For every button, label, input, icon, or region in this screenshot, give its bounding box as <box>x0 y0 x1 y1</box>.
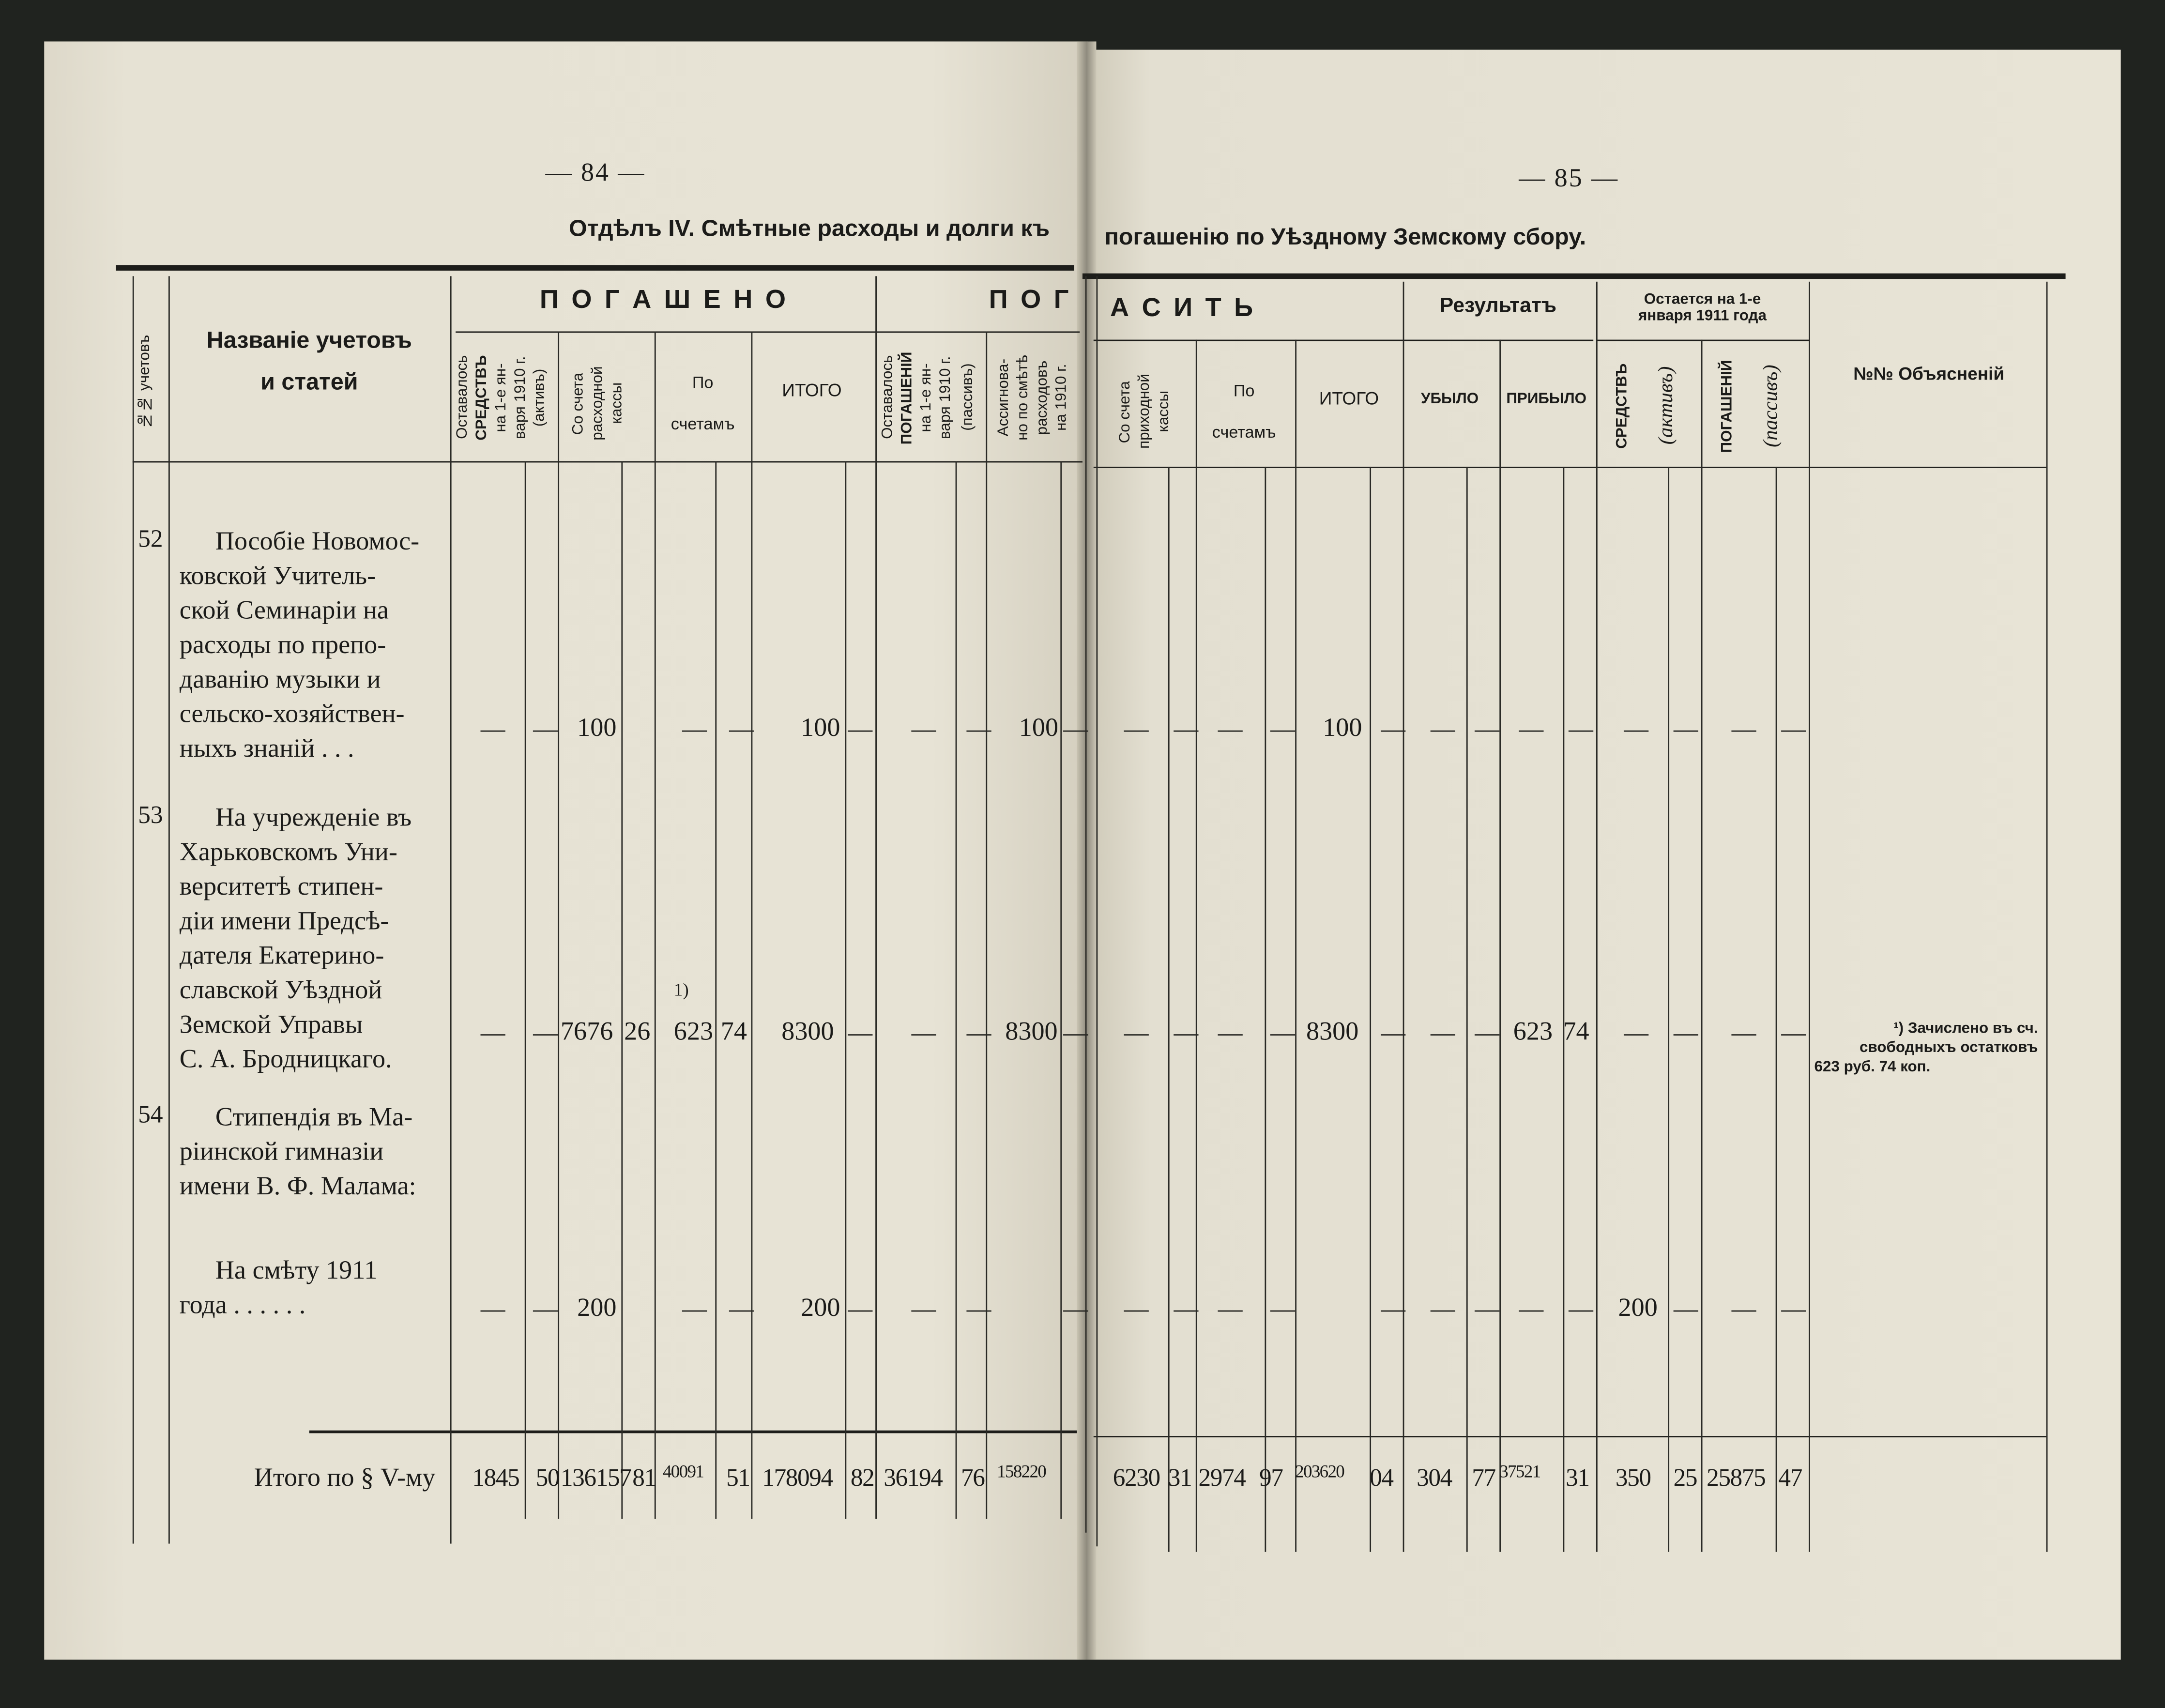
footnote-l1: ¹) Зачислено въ сч. <box>1893 1020 2038 1037</box>
empty-dash <box>1174 1311 1198 1312</box>
total-rule-left <box>309 1431 1077 1434</box>
column-rule <box>875 276 877 1519</box>
column-rule <box>168 276 170 1543</box>
empty-dash <box>1519 731 1543 732</box>
empty-dash <box>1218 1034 1242 1036</box>
row-description-line: ріинской гимназіи <box>179 1138 384 1167</box>
total-value: 31 <box>1566 1464 1589 1492</box>
empty-dash <box>1063 731 1088 732</box>
pribylo-header: ПРИБЫЛО <box>1506 391 1587 408</box>
empty-dash <box>1674 731 1698 732</box>
right-page <box>1088 50 2120 1660</box>
empty-dash <box>1731 1311 1756 1312</box>
empty-dash <box>1381 1034 1405 1036</box>
column-rule <box>558 331 560 1519</box>
so-scheta-prikh-header-line: приходной <box>1136 374 1153 449</box>
pribylo-value: 623 <box>1513 1017 1553 1047</box>
itogo-value: 100 <box>801 714 840 743</box>
column-rule <box>1060 461 1062 1519</box>
rezultat-header: Результатъ <box>1439 294 1557 318</box>
total-value: 50 <box>535 1464 560 1492</box>
column-rule <box>1596 282 1598 1552</box>
empty-dash <box>1174 731 1198 732</box>
column-rule <box>751 331 753 1519</box>
row-description-line: На смѣту 1911 <box>215 1256 378 1286</box>
empty-dash <box>533 1034 558 1036</box>
row-description <box>180 1254 436 1323</box>
so-scheta-raskh-header-line: расходной <box>589 366 607 441</box>
po-schetam-r-l1: По <box>1233 381 1255 401</box>
column-rule <box>1265 467 1266 1552</box>
empty-dash <box>1624 1034 1648 1036</box>
row-number: 54 <box>138 1100 163 1128</box>
empty-dash <box>1063 1311 1088 1312</box>
ostavalos-pogash-header-line: (пассивъ) <box>960 364 976 432</box>
column-rule <box>1096 276 1098 1546</box>
col-name-line2: и статей <box>260 368 358 395</box>
row-description-line: года . . . . . . <box>179 1291 306 1320</box>
total-value: 97 <box>1259 1464 1283 1492</box>
column-rule <box>1196 340 1198 1552</box>
empty-dash <box>682 731 707 732</box>
row-description-line: На учрежденіе въ <box>215 803 412 833</box>
total-value: 40091 <box>662 1461 704 1482</box>
empty-dash <box>1781 731 1806 732</box>
column-rule <box>1403 282 1405 1552</box>
row-description-line: расходы по препо- <box>179 631 386 660</box>
empty-dash <box>1218 1311 1242 1312</box>
total-value: 2974 <box>1198 1464 1246 1492</box>
empty-dash <box>729 1311 754 1312</box>
so-scheta-prikh-header-line: кассы <box>1156 391 1173 432</box>
so-scheta-value: 100 <box>577 714 617 743</box>
so-scheta-kop: 26 <box>624 1017 651 1047</box>
po-schetam-r-header <box>1196 370 1293 453</box>
column-rule <box>715 461 717 1519</box>
passiv-header: (пассивъ) <box>1760 365 1783 447</box>
empty-dash <box>1569 1311 1593 1312</box>
total-value: 82 <box>850 1464 874 1492</box>
group-rule-right <box>1094 340 1593 342</box>
itogo-r-header: ИТОГО <box>1319 388 1379 409</box>
pribylo-kop: 74 <box>1563 1017 1589 1047</box>
row-number: 52 <box>138 524 163 552</box>
footnote <box>1814 1019 2038 1077</box>
empty-dash <box>848 1034 872 1036</box>
itogo-r-value: 8300 <box>1306 1017 1359 1047</box>
row-description-line: верситетѣ стипен- <box>179 872 383 902</box>
row-description-line: Земской Управы <box>179 1010 363 1040</box>
total-value: 350 <box>1615 1464 1651 1492</box>
row-description <box>180 801 436 1077</box>
total-value: 203620 <box>1295 1461 1344 1482</box>
empty-dash <box>1475 1311 1499 1312</box>
right-page-number: — 85 — <box>1519 164 1619 194</box>
empty-dash <box>1624 731 1648 732</box>
right-header: погашенію по Уѣздному Земскому сбору. <box>1104 224 1586 250</box>
col-num-header: №№ учетовъ <box>137 334 153 428</box>
pog-group-left: П О Г <box>989 286 1072 315</box>
total-value: 77 <box>1472 1464 1495 1492</box>
column-rule <box>1668 467 1670 1552</box>
po-schetam-header <box>657 362 748 444</box>
column-rule <box>956 461 958 1519</box>
row-description-line: дателя Екатерино- <box>179 942 384 971</box>
ostavalos-sredstv-header-line: СРЕДСТВЪ <box>473 355 490 441</box>
row-description-line: сельско-хозяйствен- <box>179 700 405 729</box>
header-rule-left <box>133 461 1082 463</box>
empty-dash <box>1381 1311 1405 1312</box>
col-name-line1: Названіе учетовъ <box>206 327 412 354</box>
top-rule-left <box>116 265 1074 271</box>
column-rule <box>1370 467 1372 1552</box>
column-rule <box>1809 282 1811 1552</box>
empty-dash <box>911 1034 936 1036</box>
empty-dash <box>1674 1311 1698 1312</box>
empty-dash <box>1781 1034 1806 1036</box>
row-description-line: имени В. Ф. Малама: <box>179 1172 416 1202</box>
row-description-line: Харьковскомъ Уни- <box>179 838 397 868</box>
total-value: 47 <box>1778 1464 1802 1492</box>
column-rule <box>845 461 847 1519</box>
empty-dash <box>1781 1311 1806 1312</box>
total-value: 136157 <box>560 1464 631 1492</box>
ostavalos-pogash-header-line: на 1-е ян- <box>918 363 935 432</box>
row-description-line: діи имени Предсѣ- <box>179 907 389 936</box>
column-rule <box>1295 340 1297 1552</box>
row-description <box>180 525 436 766</box>
column-rule <box>525 461 527 1519</box>
empty-dash <box>1174 1034 1198 1036</box>
column-rule <box>2046 282 2048 1552</box>
total-value: 04 <box>1370 1464 1393 1492</box>
column-rule <box>1466 467 1468 1552</box>
ostavalos-sredstv-header-line: Оставалось <box>454 355 471 440</box>
column-rule <box>986 331 988 1519</box>
itogo-value: 8300 <box>781 1017 834 1047</box>
empty-dash <box>1124 731 1149 732</box>
pog-group-right: А С И Т Ь <box>1110 294 1256 323</box>
po-schetam-value: 623 <box>673 1017 714 1047</box>
sredstv-value: 200 <box>1618 1294 1658 1323</box>
po-schetam-l1: По <box>692 373 714 392</box>
assign-value: 100 <box>1019 714 1059 743</box>
empty-dash <box>1063 1034 1088 1036</box>
total-value: 37521 <box>1499 1461 1540 1482</box>
empty-dash <box>533 1311 558 1312</box>
top-rule-right <box>1082 274 2066 279</box>
column-rule <box>621 461 623 1519</box>
empty-dash <box>1124 1034 1149 1036</box>
empty-dash <box>480 731 505 732</box>
obyasn-header: №№ Объясненій <box>1853 363 2005 384</box>
empty-dash <box>911 731 936 732</box>
empty-dash <box>1124 1311 1149 1312</box>
total-rule-right <box>1094 1436 2046 1438</box>
column-rule <box>1563 467 1565 1552</box>
empty-dash <box>966 1311 991 1312</box>
pogasheniy-header: ПОГАШЕНІЙ <box>1719 359 1736 453</box>
empty-dash <box>682 1311 707 1312</box>
ubylo-header: УБЫЛО <box>1420 391 1479 408</box>
empty-dash <box>1431 1311 1455 1312</box>
ostaetsya-header <box>1599 293 1806 325</box>
footnote-mark: 1) <box>673 979 689 1000</box>
so-scheta-value: 7676 <box>560 1017 613 1047</box>
col-name-header <box>174 320 444 403</box>
empty-dash <box>966 1034 991 1036</box>
assignovano-header-line: Ассигнова- <box>995 359 1012 437</box>
ostavalos-sredstv-header-line: (активъ) <box>532 368 549 427</box>
row-description-line: ковской Учитель- <box>179 562 376 591</box>
row-number: 53 <box>138 801 163 829</box>
row-description-line: Стипендія въ Ма- <box>215 1103 413 1132</box>
ostavalos-sredstv-header-line: на 1-е ян- <box>493 363 510 432</box>
so-scheta-value: 200 <box>577 1294 617 1323</box>
total-value: 304 <box>1417 1464 1452 1492</box>
total-value: 31 <box>1168 1464 1192 1492</box>
ostaetsya-l2: января 1911 года <box>1638 307 1767 324</box>
assignovano-header-line: на 1910 г. <box>1053 364 1070 431</box>
row-description-line: ской Семинаріи на <box>179 596 389 625</box>
column-rule <box>450 276 452 1543</box>
po-schetam-r-l2: счетамъ <box>1212 422 1276 442</box>
empty-dash <box>1731 731 1756 732</box>
empty-dash <box>1270 731 1295 732</box>
column-rule <box>1701 340 1703 1552</box>
empty-dash <box>480 1034 505 1036</box>
empty-dash <box>1475 731 1499 732</box>
total-value: 178094 <box>762 1464 833 1492</box>
row-description-line: С. А. Бродницкаго. <box>179 1045 392 1074</box>
empty-dash <box>533 731 558 732</box>
empty-dash <box>848 731 872 732</box>
empty-dash <box>1218 731 1242 732</box>
total-value: 1845 <box>472 1464 519 1492</box>
total-value: 25 <box>1673 1464 1697 1492</box>
column-rule <box>1499 340 1501 1552</box>
empty-dash <box>1519 1311 1543 1312</box>
empty-dash <box>1381 731 1405 732</box>
header-rule-right <box>1094 467 2046 469</box>
po-schetam-l2: счетамъ <box>671 414 735 434</box>
po-schetam-kop: 74 <box>720 1017 747 1047</box>
pogasheno-group: П О Г А Ш Е Н О <box>539 286 789 315</box>
sredstv-header: СРЕДСТВЪ <box>1614 363 1631 449</box>
total-value: 36194 <box>884 1464 943 1492</box>
empty-dash <box>1431 1034 1455 1036</box>
row-description-line: ныхъ знаній . . . <box>179 734 354 764</box>
empty-dash <box>1569 731 1593 732</box>
column-rule <box>655 331 656 1519</box>
ostavalos-pogash-header-line: ПОГАШЕНІЙ <box>899 351 915 444</box>
empty-dash <box>848 1311 872 1312</box>
total-value: 81 <box>632 1464 656 1492</box>
so-scheta-raskh-header-line: кассы <box>609 382 625 424</box>
left-page-number: — 84 — <box>545 158 646 188</box>
empty-dash <box>480 1311 505 1312</box>
left-header: Отдѣлъ IV. Смѣтные расходы и долги къ <box>569 215 1050 242</box>
empty-dash <box>1731 1034 1756 1036</box>
empty-dash <box>966 731 991 732</box>
total-label: Итого по § V-му <box>254 1464 436 1493</box>
itogo-header: ИТОГО <box>782 380 842 401</box>
empty-dash <box>1270 1311 1295 1312</box>
itogo-value: 200 <box>801 1294 840 1323</box>
ostavalos-pogash-header-line: Оставалось <box>879 355 896 440</box>
column-rule <box>133 276 135 1543</box>
ostavalos-pogash-header-line: варя 1910 г. <box>937 356 954 440</box>
column-rule <box>1085 276 1087 1532</box>
empty-dash <box>1475 1034 1499 1036</box>
empty-dash <box>911 1311 936 1312</box>
footnote-l2: свободныхъ остатковъ <box>1860 1039 2038 1056</box>
aktiv-header: (активъ) <box>1655 366 1678 445</box>
row-description <box>180 1100 436 1204</box>
assign-value: 8300 <box>1005 1017 1058 1047</box>
so-scheta-prikh-header-line: Со счета <box>1117 380 1134 443</box>
footnote-l3: 623 руб. 74 коп. <box>1814 1059 1931 1076</box>
column-rule <box>1776 467 1778 1552</box>
row-description-line: славской Уѣздной <box>179 976 382 1006</box>
column-rule <box>1168 467 1170 1552</box>
total-value: 25875 <box>1707 1464 1766 1492</box>
total-value: 76 <box>961 1464 985 1492</box>
ostaetsya-l1: Остается на 1-е <box>1644 291 1761 308</box>
itogo-r-value: 100 <box>1323 714 1362 743</box>
total-value: 51 <box>726 1464 750 1492</box>
row-description-line: даванію музыки и <box>179 665 381 695</box>
assignovano-header-line: расходовъ <box>1034 360 1051 435</box>
total-value: 6230 <box>1113 1464 1160 1492</box>
empty-dash <box>1674 1034 1698 1036</box>
empty-dash <box>1431 731 1455 732</box>
assignovano-header-line: но по смѣтѣ <box>1015 355 1032 441</box>
ostavalos-sredstv-header-line: варя 1910 г. <box>512 356 529 440</box>
row-description-line: Пособіе Новомос- <box>215 527 420 557</box>
total-value: 158220 <box>997 1461 1046 1482</box>
empty-dash <box>1270 1034 1295 1036</box>
empty-dash <box>729 731 754 732</box>
so-scheta-raskh-header-line: Со счета <box>570 372 587 434</box>
